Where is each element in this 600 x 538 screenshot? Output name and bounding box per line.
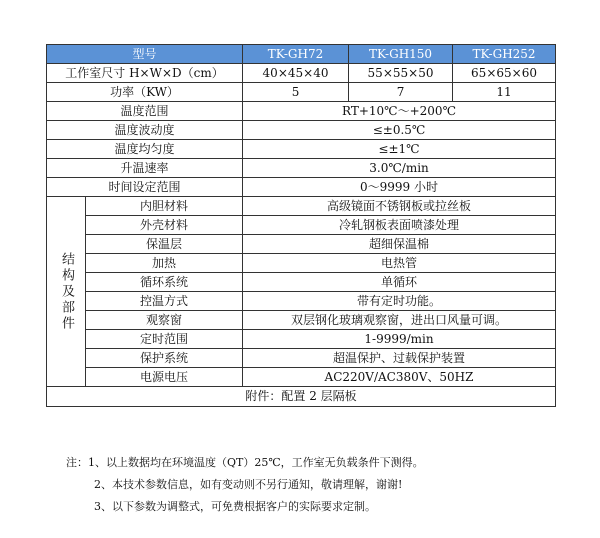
temp-uniformity-label: 温度均匀度 (47, 140, 243, 159)
note-2: 2、本技术参数信息，如有变动则不另行通知，敬请理解，谢谢! (94, 478, 403, 491)
structure-item-value: 超温保护、过载保护装置 (243, 349, 556, 368)
power-label: 功率（KW） (47, 83, 243, 102)
header-model-label: 型号 (47, 45, 243, 64)
structure-item-label: 观察窗 (86, 311, 243, 330)
structure-row (47, 349, 556, 368)
structure-item-label: 保温层 (86, 235, 243, 254)
accessories-text: 附件：配置 2 层隔板 (47, 387, 556, 407)
structure-item-label: 保护系统 (86, 349, 243, 368)
accessories-row (47, 387, 556, 407)
row-power (47, 83, 556, 102)
power-value-2: 7 (349, 83, 453, 102)
structure-group-label: 结构及部件 (47, 197, 86, 387)
header-model-1: TK-GH72 (243, 45, 349, 64)
note-3: 3、以下参数为调整式，可免费根据客户的实际要求定制。 (94, 500, 376, 513)
structure-item-label: 内胆材料 (86, 197, 243, 216)
structure-row (47, 330, 556, 349)
heating-rate-value: 3.0℃/min (243, 159, 556, 178)
structure-item-value: 带有定时功能。 (243, 292, 556, 311)
structure-item-value: AC220V/AC380V、50HZ (243, 368, 556, 387)
row-chamber-size (47, 64, 556, 83)
header-model-3: TK-GH252 (453, 45, 556, 64)
temp-fluctuation-value: ≤±0.5℃ (243, 121, 556, 140)
structure-row (47, 292, 556, 311)
header-model-2: TK-GH150 (349, 45, 453, 64)
structure-item-value: 高级镜面不锈钢板或拉丝板 (243, 197, 556, 216)
spec-table (46, 44, 556, 407)
row-temp-fluctuation (47, 121, 556, 140)
power-value-3: 11 (453, 83, 556, 102)
time-setting-value: 0～9999 小时 (243, 178, 556, 197)
structure-item-value: 双层钢化玻璃观察窗，进出口风量可调。 (243, 311, 556, 330)
notes-block (66, 452, 424, 518)
structure-item-label: 外壳材料 (86, 216, 243, 235)
header-row (47, 45, 556, 64)
time-setting-label: 时间设定范围 (47, 178, 243, 197)
structure-item-label: 定时范围 (86, 330, 243, 349)
structure-row (47, 311, 556, 330)
structure-item-label: 循环系统 (86, 273, 243, 292)
chamber-size-value-1: 40×45×40 (243, 64, 349, 83)
structure-row (47, 216, 556, 235)
structure-item-value: 超细保温棉 (243, 235, 556, 254)
row-temp-range (47, 102, 556, 121)
temp-range-label: 温度范围 (47, 102, 243, 121)
row-heating-rate (47, 159, 556, 178)
temp-fluctuation-label: 温度波动度 (47, 121, 243, 140)
temp-range-value: RT+10℃～+200℃ (243, 102, 556, 121)
structure-item-value: 1-9999/min (243, 330, 556, 349)
structure-item-label: 控温方式 (86, 292, 243, 311)
structure-item-label: 电源电压 (86, 368, 243, 387)
structure-row (47, 197, 556, 216)
power-value-1: 5 (243, 83, 349, 102)
temp-uniformity-value: ≤±1℃ (243, 140, 556, 159)
chamber-size-value-2: 55×55×50 (349, 64, 453, 83)
row-time-setting (47, 178, 556, 197)
chamber-size-value-3: 65×65×60 (453, 64, 556, 83)
structure-row (47, 273, 556, 292)
structure-item-value: 电热管 (243, 254, 556, 273)
structure-row (47, 235, 556, 254)
row-temp-uniformity (47, 140, 556, 159)
heating-rate-label: 升温速率 (47, 159, 243, 178)
note-1: 注：1、以上数据均在环境温度（QT）25℃，工作室无负载条件下测得。 (66, 456, 424, 469)
structure-item-label: 加热 (86, 254, 243, 273)
structure-row (47, 254, 556, 273)
structure-item-value: 单循环 (243, 273, 556, 292)
structure-row (47, 368, 556, 387)
chamber-size-label: 工作室尺寸 H×W×D（cm） (47, 64, 243, 83)
structure-item-value: 冷轧钢板表面喷漆处理 (243, 216, 556, 235)
